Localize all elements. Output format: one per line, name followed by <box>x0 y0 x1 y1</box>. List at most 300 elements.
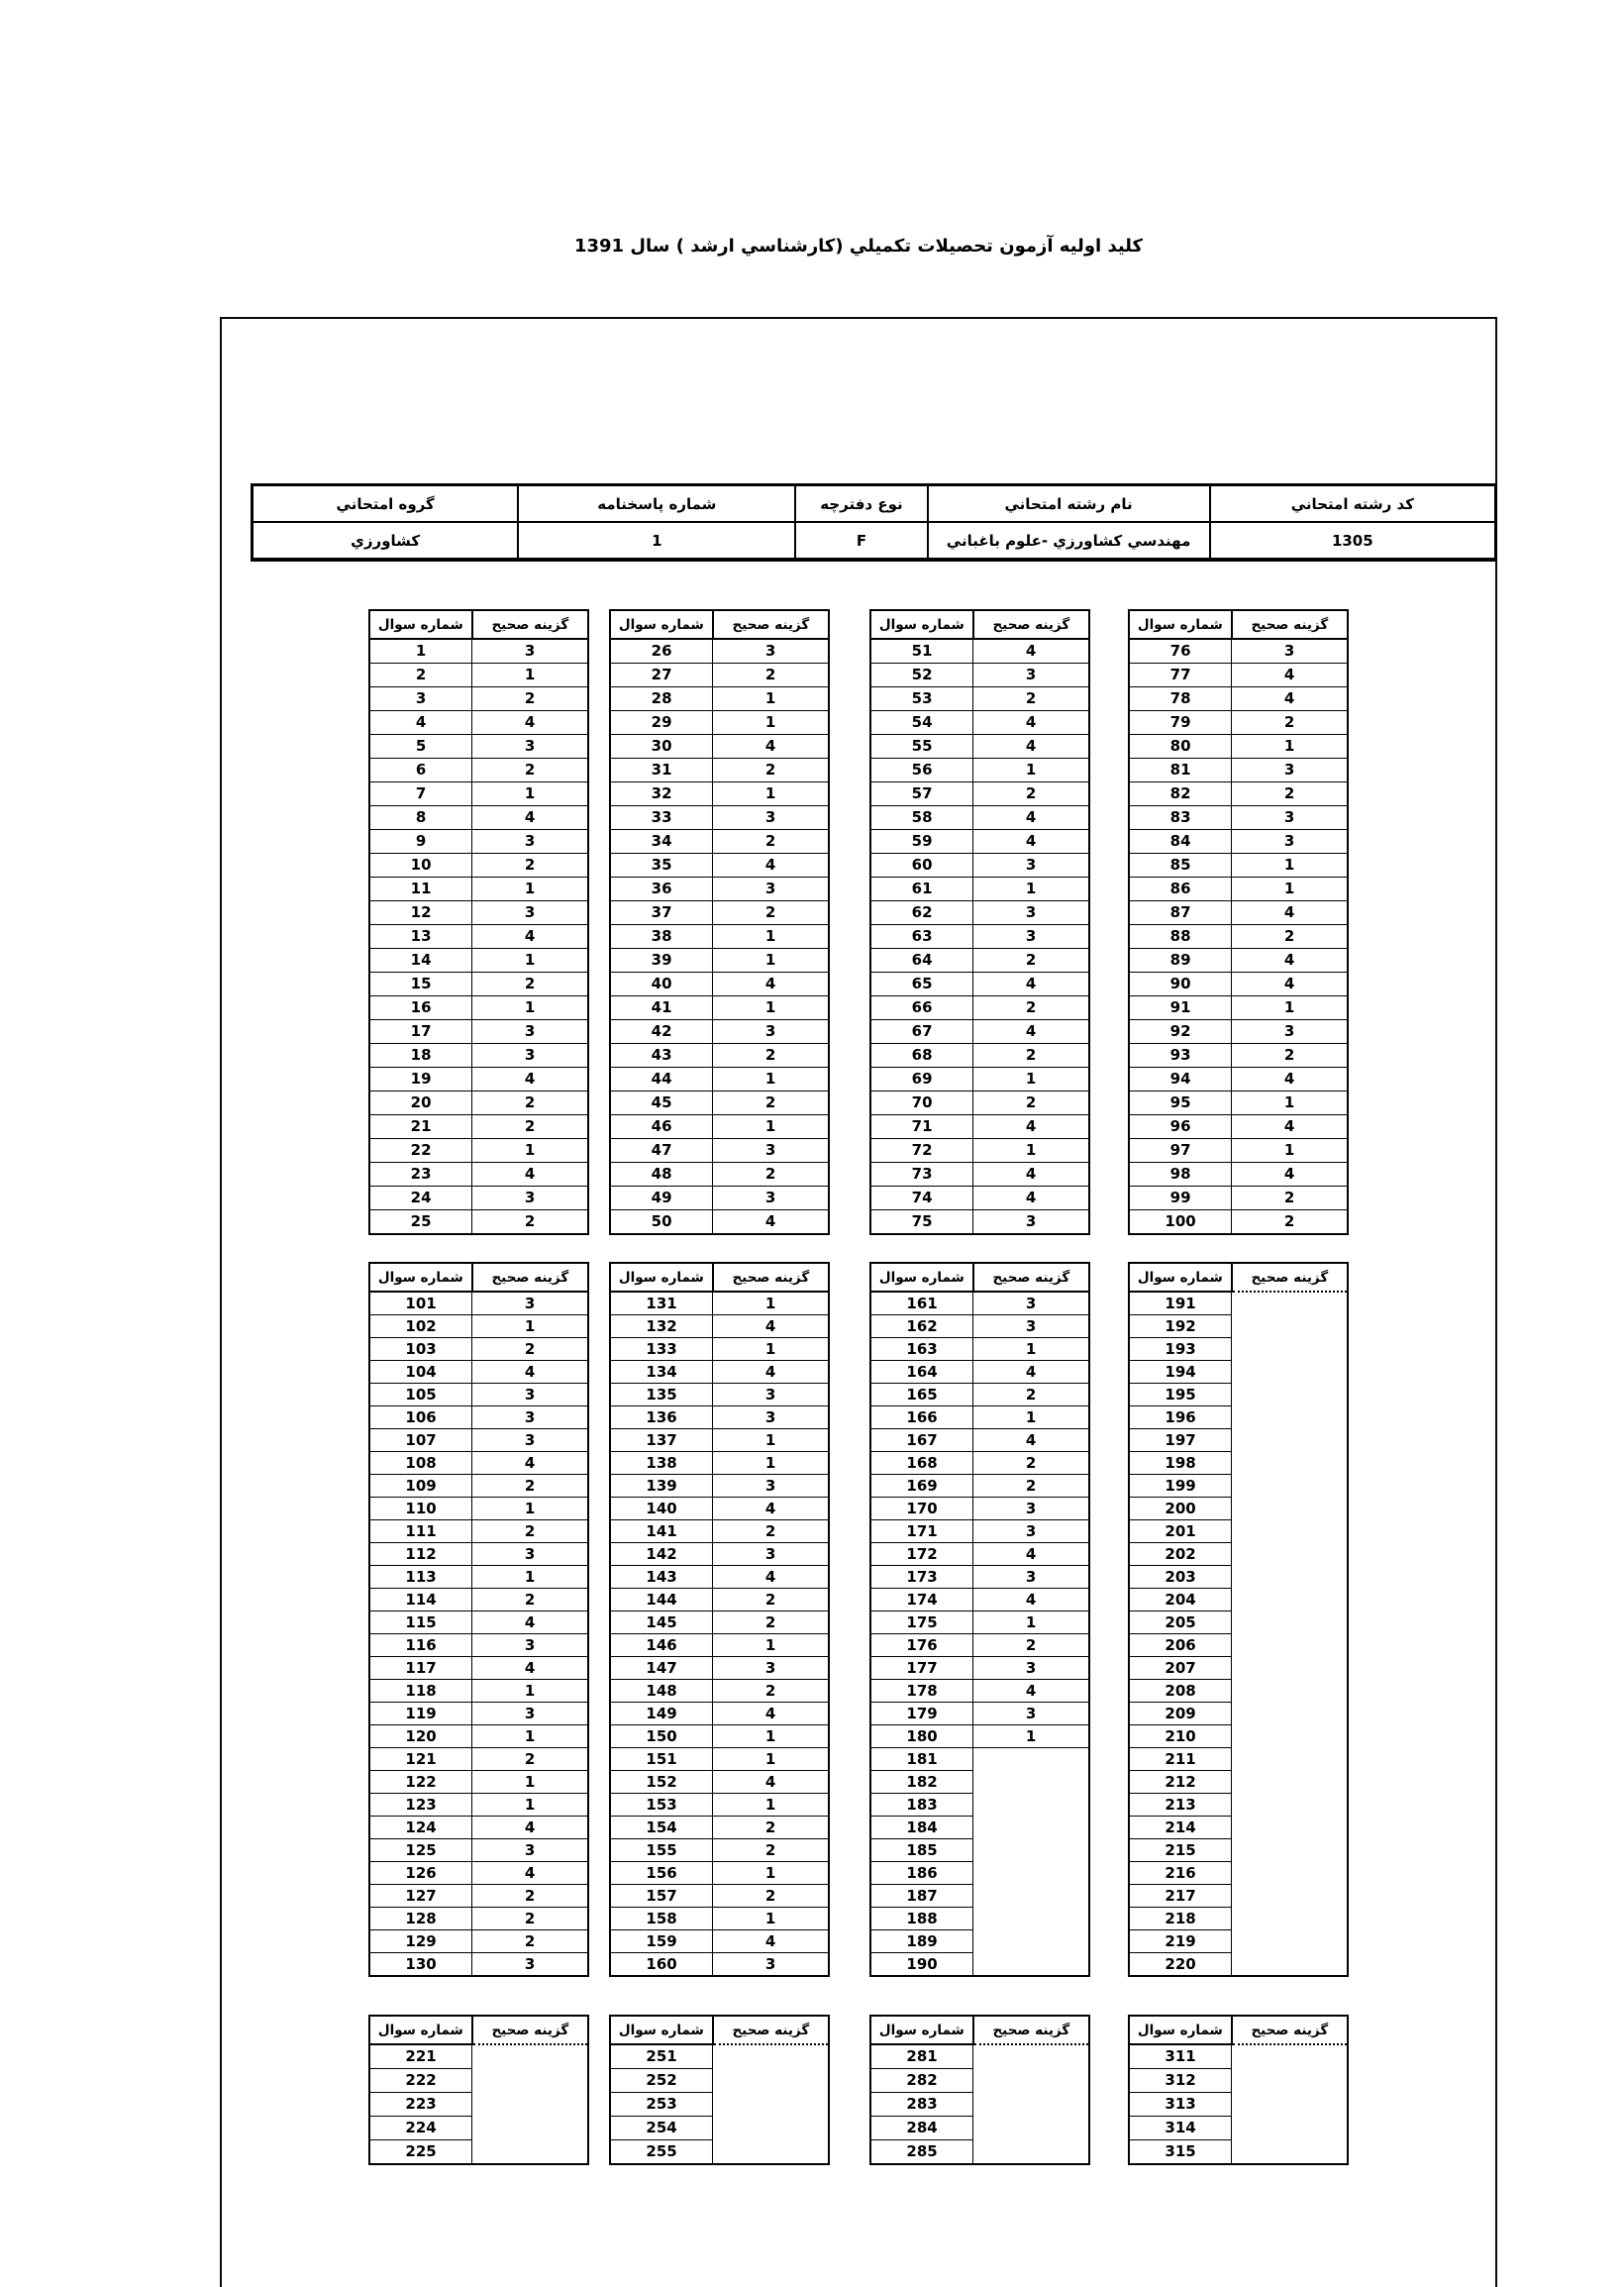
question-number-cell: 216 <box>1129 1862 1232 1885</box>
table-row <box>870 1361 1089 1384</box>
question-number-cell: 166 <box>870 1406 973 1429</box>
correct-option-cell: 2 <box>472 973 588 996</box>
question-number-cell: 219 <box>1129 1930 1232 1953</box>
correct-option-cell: 4 <box>1232 1163 1348 1187</box>
correct-option-cell: 3 <box>472 639 588 664</box>
correct-option-cell: 3 <box>973 1566 1089 1589</box>
question-number-cell: 122 <box>369 1771 472 1794</box>
correct-option-cell: 4 <box>472 925 588 949</box>
table-row <box>1129 901 1348 925</box>
table-row <box>1129 1680 1348 1703</box>
table-row <box>369 735 588 759</box>
question-number-cell: 118 <box>369 1680 472 1703</box>
correct-option-cell: 3 <box>713 1475 829 1498</box>
correct-option-cell: 2 <box>973 1634 1089 1657</box>
question-number-cell: 223 <box>369 2093 472 2117</box>
correct-option-cell: 3 <box>713 878 829 901</box>
table-row <box>610 1953 829 1977</box>
table-row <box>1129 1406 1348 1429</box>
question-number-cell: 23 <box>369 1163 472 1187</box>
correct-option-cell: 2 <box>472 1908 588 1930</box>
table-row <box>610 782 829 806</box>
correct-option-cell: 1 <box>1232 878 1348 901</box>
answer-col-header: گزینه صحیح <box>472 2016 588 2044</box>
question-number-cell: 25 <box>369 1210 472 1235</box>
correct-option-cell: 3 <box>713 1020 829 1044</box>
question-number-cell: 131 <box>610 1292 713 1315</box>
correct-option-cell: 1 <box>973 1139 1089 1163</box>
table-row <box>369 2069 588 2093</box>
table-row <box>610 1068 829 1092</box>
correct-option-cell: 2 <box>973 687 1089 711</box>
correct-option-cell: 1 <box>472 1315 588 1338</box>
correct-option-cell: 4 <box>713 1498 829 1520</box>
table-row <box>369 1930 588 1953</box>
correct-option-cell: 4 <box>1232 1115 1348 1139</box>
correct-option-cell: 1 <box>472 1498 588 1520</box>
question-col-header: شماره سوال <box>870 1263 973 1292</box>
question-number-cell: 190 <box>870 1953 973 1977</box>
correct-option-cell: 1 <box>472 1771 588 1794</box>
table-row <box>870 1543 1089 1566</box>
table-row <box>369 2117 588 2140</box>
question-number-cell: 164 <box>870 1361 973 1384</box>
table-row <box>610 1885 829 1908</box>
table-row <box>1129 1703 1348 1725</box>
correct-option-cell: 3 <box>713 1187 829 1210</box>
correct-option-cell: 1 <box>472 1794 588 1817</box>
question-number-cell: 178 <box>870 1680 973 1703</box>
question-number-cell: 212 <box>1129 1771 1232 1794</box>
correct-option-cell: 4 <box>472 1068 588 1092</box>
table-row <box>870 1839 1089 1862</box>
question-number-cell: 157 <box>610 1885 713 1908</box>
table-row <box>369 1210 588 1235</box>
table-row <box>369 925 588 949</box>
correct-option-cell <box>1232 1498 1348 1520</box>
question-number-cell: 207 <box>1129 1657 1232 1680</box>
question-number-cell: 110 <box>369 1498 472 1520</box>
table-row <box>610 830 829 854</box>
question-number-cell: 78 <box>1129 687 1232 711</box>
group-header-row <box>369 610 588 639</box>
question-number-cell: 41 <box>610 996 713 1020</box>
table-row <box>870 1163 1089 1187</box>
correct-option-cell: 4 <box>1232 1068 1348 1092</box>
table-row <box>610 1703 829 1725</box>
question-number-cell: 33 <box>610 806 713 830</box>
table-row <box>1129 1725 1348 1748</box>
correct-option-cell <box>472 2069 588 2093</box>
question-number-cell: 199 <box>1129 1475 1232 1498</box>
question-number-cell: 149 <box>610 1703 713 1725</box>
correct-option-cell: 4 <box>1232 949 1348 973</box>
question-number-cell: 19 <box>369 1068 472 1092</box>
table-row <box>369 1885 588 1908</box>
exam-group-label: گروه امتحاني <box>253 485 519 523</box>
question-number-cell: 151 <box>610 1748 713 1771</box>
correct-option-cell: 2 <box>973 1384 1089 1406</box>
correct-option-cell: 2 <box>1232 711 1348 735</box>
question-number-cell: 9 <box>369 830 472 854</box>
table-row <box>610 2093 829 2117</box>
question-number-cell: 12 <box>369 901 472 925</box>
correct-option-cell <box>713 2044 829 2069</box>
group-header-row <box>1129 610 1348 639</box>
correct-option-cell: 2 <box>472 1520 588 1543</box>
table-row <box>870 2044 1089 2069</box>
correct-option-cell: 3 <box>1232 1020 1348 1044</box>
correct-option-cell <box>1232 1361 1348 1384</box>
table-row <box>1129 1520 1348 1543</box>
correct-option-cell: 1 <box>713 996 829 1020</box>
table-row <box>610 1338 829 1361</box>
table-row <box>870 1068 1089 1092</box>
table-row <box>870 878 1089 901</box>
answer-col-header: گزینه صحیح <box>713 610 829 639</box>
question-number-cell: 61 <box>870 878 973 901</box>
question-number-cell: 93 <box>1129 1044 1232 1068</box>
correct-option-cell <box>1232 1589 1348 1611</box>
question-number-cell: 177 <box>870 1657 973 1680</box>
question-number-cell: 27 <box>610 664 713 687</box>
question-number-cell: 105 <box>369 1384 472 1406</box>
question-number-cell: 198 <box>1129 1452 1232 1475</box>
question-number-cell: 112 <box>369 1543 472 1566</box>
question-number-cell: 2 <box>369 664 472 687</box>
question-number-cell: 82 <box>1129 782 1232 806</box>
correct-option-cell: 4 <box>973 1680 1089 1703</box>
correct-option-cell: 1 <box>973 1338 1089 1361</box>
table-row <box>610 1566 829 1589</box>
table-row <box>1129 1543 1348 1566</box>
table-row <box>610 2117 829 2140</box>
correct-option-cell: 3 <box>973 1657 1089 1680</box>
question-number-cell: 142 <box>610 1543 713 1566</box>
table-row <box>610 1139 829 1163</box>
table-row <box>1129 1139 1348 1163</box>
question-number-cell: 154 <box>610 1817 713 1839</box>
table-row <box>1129 925 1348 949</box>
correct-option-cell <box>713 2117 829 2140</box>
question-number-cell: 220 <box>1129 1953 1232 1977</box>
group-header-row <box>1129 2016 1348 2044</box>
table-row <box>369 1361 588 1384</box>
question-number-cell: 65 <box>870 973 973 996</box>
question-number-cell: 56 <box>870 759 973 782</box>
table-row <box>610 1862 829 1885</box>
table-row <box>369 2093 588 2117</box>
correct-option-cell: 4 <box>973 1187 1089 1210</box>
question-number-cell: 204 <box>1129 1589 1232 1611</box>
question-number-cell: 282 <box>870 2069 973 2093</box>
question-number-cell: 192 <box>1129 1315 1232 1338</box>
table-row <box>1129 854 1348 878</box>
table-row <box>610 1611 829 1634</box>
answer-key-block-3 <box>368 2015 1349 2165</box>
correct-option-cell: 2 <box>1232 1044 1348 1068</box>
correct-option-cell: 3 <box>713 1139 829 1163</box>
table-row <box>610 1930 829 1953</box>
answer-key-group-76-100 <box>1128 609 1349 1235</box>
correct-option-cell: 2 <box>713 830 829 854</box>
correct-option-cell: 1 <box>472 949 588 973</box>
question-number-cell: 171 <box>870 1520 973 1543</box>
table-row <box>870 1908 1089 1930</box>
question-number-cell: 152 <box>610 1771 713 1794</box>
table-row <box>610 1520 829 1543</box>
table-row <box>870 1771 1089 1794</box>
table-row <box>870 1210 1089 1235</box>
table-row <box>870 1475 1089 1498</box>
table-row <box>610 1498 829 1520</box>
correct-option-cell: 2 <box>472 1748 588 1771</box>
table-row <box>610 2069 829 2093</box>
answer-sheet-number-value: 1 <box>518 522 795 560</box>
correct-option-cell: 2 <box>973 996 1089 1020</box>
table-row <box>1129 973 1348 996</box>
question-number-cell: 44 <box>610 1068 713 1092</box>
correct-option-cell: 4 <box>472 1163 588 1187</box>
question-number-cell: 32 <box>610 782 713 806</box>
table-row <box>369 1725 588 1748</box>
question-number-cell: 45 <box>610 1092 713 1115</box>
question-number-cell: 281 <box>870 2044 973 2069</box>
table-row <box>1129 1862 1348 1885</box>
correct-option-cell: 3 <box>1232 830 1348 854</box>
question-number-cell: 95 <box>1129 1092 1232 1115</box>
correct-option-cell <box>1232 1885 1348 1908</box>
table-row <box>369 1115 588 1139</box>
table-row <box>1129 1817 1348 1839</box>
answer-col-header: گزینه صحیح <box>973 610 1089 639</box>
table-row <box>1129 1163 1348 1187</box>
table-row <box>610 1384 829 1406</box>
question-number-cell: 208 <box>1129 1680 1232 1703</box>
table-row <box>610 1020 829 1044</box>
table-row <box>1129 1953 1348 1977</box>
correct-option-cell: 3 <box>713 1543 829 1566</box>
answer-col-header: گزینه صحیح <box>713 2016 829 2044</box>
table-row <box>610 1406 829 1429</box>
question-number-cell: 81 <box>1129 759 1232 782</box>
question-number-cell: 75 <box>870 1210 973 1235</box>
table-row <box>870 1315 1089 1338</box>
table-row <box>1129 1384 1348 1406</box>
question-number-cell: 134 <box>610 1361 713 1384</box>
question-number-cell: 87 <box>1129 901 1232 925</box>
correct-option-cell: 4 <box>1232 973 1348 996</box>
question-number-cell: 147 <box>610 1657 713 1680</box>
question-number-cell: 312 <box>1129 2069 1232 2093</box>
table-row <box>369 759 588 782</box>
table-row <box>870 1139 1089 1163</box>
correct-option-cell: 2 <box>973 1092 1089 1115</box>
question-number-cell: 206 <box>1129 1634 1232 1657</box>
table-row <box>369 2140 588 2165</box>
answer-col-header: گزینه صحیح <box>973 1263 1089 1292</box>
table-row <box>870 2117 1089 2140</box>
table-row <box>1129 2140 1348 2165</box>
table-row <box>1129 2093 1348 2117</box>
question-number-cell: 91 <box>1129 996 1232 1020</box>
table-row <box>870 1703 1089 1725</box>
question-number-cell: 10 <box>369 854 472 878</box>
question-number-cell: 144 <box>610 1589 713 1611</box>
question-number-cell: 285 <box>870 2140 973 2165</box>
correct-option-cell: 2 <box>713 664 829 687</box>
question-number-cell: 167 <box>870 1429 973 1452</box>
question-number-cell: 111 <box>369 1520 472 1543</box>
correct-option-cell <box>1232 1817 1348 1839</box>
correct-option-cell <box>973 2044 1089 2069</box>
correct-option-cell <box>1232 1771 1348 1794</box>
question-number-cell: 76 <box>1129 639 1232 664</box>
table-row <box>369 1794 588 1817</box>
question-number-cell: 253 <box>610 2093 713 2117</box>
answer-key-group-51-75 <box>869 609 1090 1235</box>
question-number-cell: 84 <box>1129 830 1232 854</box>
question-number-cell: 146 <box>610 1634 713 1657</box>
table-row <box>870 806 1089 830</box>
table-row <box>1129 996 1348 1020</box>
question-number-cell: 37 <box>610 901 713 925</box>
table-row <box>369 1953 588 1977</box>
question-number-cell: 187 <box>870 1885 973 1908</box>
question-number-cell: 92 <box>1129 1020 1232 1044</box>
correct-option-cell: 3 <box>472 1406 588 1429</box>
question-number-cell: 313 <box>1129 2093 1232 2117</box>
correct-option-cell <box>472 2117 588 2140</box>
group-header-row <box>870 1263 1089 1292</box>
question-col-header: شماره سوال <box>369 610 472 639</box>
question-number-cell: 188 <box>870 1908 973 1930</box>
correct-option-cell: 1 <box>973 1725 1089 1748</box>
correct-option-cell: 3 <box>713 1657 829 1680</box>
table-row <box>369 1839 588 1862</box>
question-number-cell: 102 <box>369 1315 472 1338</box>
question-number-cell: 165 <box>870 1384 973 1406</box>
question-number-cell: 140 <box>610 1498 713 1520</box>
correct-option-cell: 2 <box>472 1115 588 1139</box>
correct-option-cell <box>973 1930 1089 1953</box>
table-row <box>610 1543 829 1566</box>
info-value-row <box>253 522 1496 560</box>
question-col-header: شماره سوال <box>870 610 973 639</box>
question-number-cell: 40 <box>610 973 713 996</box>
correct-option-cell <box>713 2069 829 2093</box>
correct-option-cell: 1 <box>713 711 829 735</box>
question-number-cell: 150 <box>610 1725 713 1748</box>
question-number-cell: 7 <box>369 782 472 806</box>
exam-field-code-value: 1305 <box>1210 522 1496 560</box>
correct-option-cell: 1 <box>472 1139 588 1163</box>
question-number-cell: 80 <box>1129 735 1232 759</box>
question-col-header: شماره سوال <box>1129 2016 1232 2044</box>
correct-option-cell: 1 <box>472 1725 588 1748</box>
exam-field-code-label: کد رشته امتحاني <box>1210 485 1496 523</box>
correct-option-cell <box>973 2093 1089 2117</box>
correct-option-cell: 3 <box>472 1429 588 1452</box>
question-number-cell: 185 <box>870 1839 973 1862</box>
table-row <box>870 1589 1089 1611</box>
correct-option-cell: 4 <box>1232 687 1348 711</box>
table-row <box>870 1520 1089 1543</box>
table-row <box>1129 1475 1348 1498</box>
correct-option-cell: 1 <box>472 996 588 1020</box>
table-row <box>369 1139 588 1163</box>
table-row <box>369 901 588 925</box>
correct-option-cell: 2 <box>713 1520 829 1543</box>
table-row <box>610 996 829 1020</box>
question-number-cell: 109 <box>369 1475 472 1498</box>
question-number-cell: 79 <box>1129 711 1232 735</box>
correct-option-cell: 2 <box>713 1680 829 1703</box>
correct-option-cell: 1 <box>713 1725 829 1748</box>
table-row <box>369 1452 588 1475</box>
answer-col-header: گزینه صحیح <box>1232 2016 1348 2044</box>
correct-option-cell: 2 <box>973 1475 1089 1498</box>
correct-option-cell: 3 <box>472 1634 588 1657</box>
question-number-cell: 66 <box>870 996 973 1020</box>
question-number-cell: 58 <box>870 806 973 830</box>
question-number-cell: 46 <box>610 1115 713 1139</box>
question-number-cell: 214 <box>1129 1817 1232 1839</box>
question-number-cell: 6 <box>369 759 472 782</box>
correct-option-cell: 3 <box>713 1406 829 1429</box>
question-number-cell: 48 <box>610 1163 713 1187</box>
question-number-cell: 193 <box>1129 1338 1232 1361</box>
question-number-cell: 59 <box>870 830 973 854</box>
question-number-cell: 54 <box>870 711 973 735</box>
question-number-cell: 284 <box>870 2117 973 2140</box>
question-number-cell: 200 <box>1129 1498 1232 1520</box>
question-number-cell: 201 <box>1129 1520 1232 1543</box>
correct-option-cell: 3 <box>973 901 1089 925</box>
question-col-header: شماره سوال <box>369 1263 472 1292</box>
question-col-header: شماره سوال <box>610 2016 713 2044</box>
correct-option-cell: 4 <box>472 1611 588 1634</box>
question-number-cell: 158 <box>610 1908 713 1930</box>
correct-option-cell: 1 <box>1232 735 1348 759</box>
table-row <box>610 1292 829 1315</box>
table-row <box>369 1634 588 1657</box>
correct-option-cell: 1 <box>713 1429 829 1452</box>
question-number-cell: 70 <box>870 1092 973 1115</box>
answer-col-header: گزینه صحیح <box>973 2016 1089 2044</box>
table-row <box>369 1498 588 1520</box>
correct-option-cell: 3 <box>973 1210 1089 1235</box>
table-row <box>369 2044 588 2069</box>
table-row <box>369 1020 588 1044</box>
correct-option-cell: 3 <box>973 1498 1089 1520</box>
table-row <box>369 664 588 687</box>
correct-option-cell: 2 <box>472 1210 588 1235</box>
correct-option-cell: 2 <box>472 854 588 878</box>
correct-option-cell: 4 <box>973 806 1089 830</box>
table-row <box>610 664 829 687</box>
table-row <box>610 1794 829 1817</box>
correct-option-cell <box>1232 2140 1348 2165</box>
correct-option-cell <box>1232 2069 1348 2093</box>
correct-option-cell <box>1232 1338 1348 1361</box>
answer-key-group-251-255 <box>609 2015 830 2165</box>
question-number-cell: 125 <box>369 1839 472 1862</box>
table-row <box>1129 782 1348 806</box>
question-number-cell: 29 <box>610 711 713 735</box>
correct-option-cell: 2 <box>713 1885 829 1908</box>
question-number-cell: 51 <box>870 639 973 664</box>
